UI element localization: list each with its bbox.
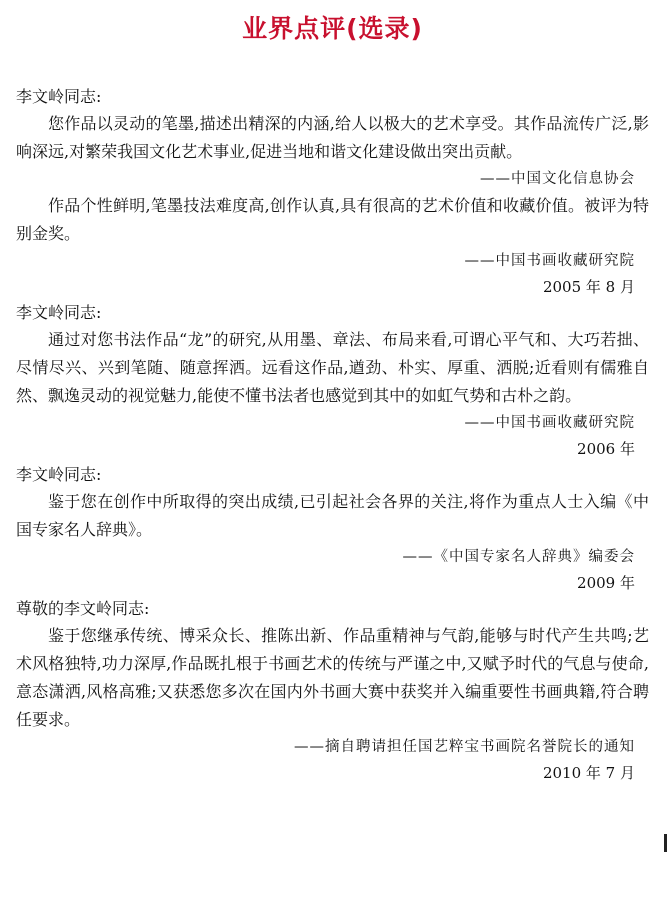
- review-paragraph: 作品个性鲜明,笔墨技法难度高,创作认真,具有很高的艺术价值和收藏价值。被评为特别金奖。: [16, 196, 649, 243]
- salutation: 李文岭同志:: [16, 465, 102, 484]
- salutation: 李文岭同志:: [16, 303, 102, 322]
- signature: ——中国书画收藏研究院: [464, 253, 635, 269]
- review-entry-2: [16, 192, 649, 300]
- review-paragraph: 通过对您书法作品“龙”的研究,从用墨、章法、布局来看,可谓心平气和、大巧若拙、尽情尽兴、兴到笔随、随意挥洒。远看这作品,遒劲、朴实、厚重、洒脱;近看则有儒雅自然、飘逸灵动的视觉魅力,能使不懂书法者也感觉到其中的如虹气势和古朴之韵。: [16, 330, 649, 405]
- salutation: 李文岭同志:: [16, 87, 102, 106]
- review-entry-3: [16, 300, 649, 462]
- date: 2010 年 7 月: [542, 764, 635, 782]
- signature: ——中国书画收藏研究院: [464, 415, 635, 431]
- date: 2005 年 8 月: [542, 278, 635, 296]
- date: 2006 年: [577, 440, 635, 458]
- review-entry-1: [16, 84, 649, 192]
- page-title: 业界点评(选录): [242, 14, 423, 43]
- signature: ——中国文化信息协会: [480, 171, 635, 187]
- review-paragraph: 鉴于您继承传统、博采众长、推陈出新、作品重精神与气韵,能够与时代产生共鸣;艺术风格独特,功力深厚,作品既扎根于书画艺术的传统与严谨之中,又赋予时代的气息与使命,意态潇洒,风格高雅;又获悉您多次在国内外书画大赛中获奖并入编重要性书画典籍,符合聘任要求。: [16, 626, 649, 729]
- salutation: 尊敬的李文岭同志:: [16, 599, 150, 618]
- signature: ——摘自聘请担任国艺粹宝书画院名誉院长的通知: [294, 739, 635, 755]
- review-paragraph: 您作品以灵动的笔墨,描述出精深的内涵,给人以极大的艺术享受。其作品流传广泛,影响深远,对繁荣我国文化艺术事业,促进当地和谐文化建设做出突出贡献。: [16, 114, 649, 161]
- date: 2009 年: [577, 574, 635, 592]
- review-entry-5: [16, 596, 649, 786]
- review-entry-4: [16, 462, 649, 596]
- signature: ——《中国专家名人辞典》编委会: [402, 549, 635, 565]
- review-paragraph: 鉴于您在创作中所取得的突出成绩,已引起社会各界的关注,将作为重点人士入编《中国专家名人辞典》。: [16, 492, 649, 539]
